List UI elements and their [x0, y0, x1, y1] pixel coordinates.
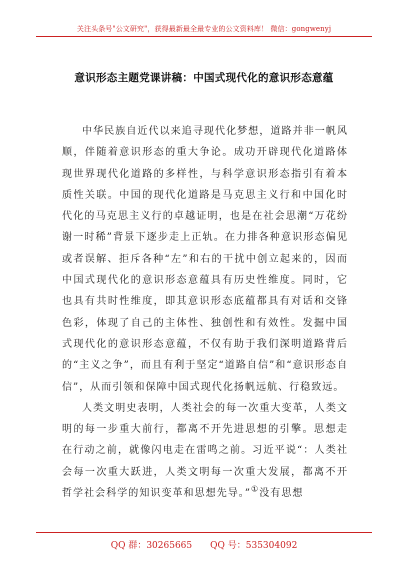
- page-footer: [0, 538, 408, 551]
- footnote-marker: ①: [251, 484, 260, 494]
- header-divider: [36, 36, 372, 37]
- body-paragraph-text: 人类文明史表明，人类社会的每一次重大变革，人类文明的每一步重大前行，都离不开先进思想的引擎。思想走在行动之前，就像闪电走在雷鸣之前。习近平说“：人类社会每一次重大跃进，人类文明每一次重大发展，都离不开哲学社会科学的知识变革和思想先导。”: [62, 402, 348, 500]
- body-paragraph: 中华民族自近代以来追寻现代化梦想，道路并非一帆风顺，伴随着意识形态的重大争论。成功开辟现代化道路体现世界现代化道路的多样性，与科学意识形态指引有着本质性关联。中国的现代化道路是马克思主义行和中国化时代化的马克思主义行的卓越证明，也是在社会思潮“万花纷谢一时稀”背景下逐步走上正轨。在力排各种意识形态偏见或者误解、拒斥各种“左”和右的干扰中创立起来的，因而中国式现代化的意识形态意蕴具有历史性维度。同时，它也具有共时性维度，即其意识形态底蕴都具有对话和交锋色彩，体现了自己的主体性、独创性和有效性。发掘中国式现代化的意识形态意蕴，不仅有助于我们深明道路背后的“主义之争”，而且有利于坚定“道路自信”和“意识形态自信”，从而引领和保障中国式现代化扬帆远航、行稳致远。: [62, 126, 348, 393]
- qq-number: QQ 号：535304092: [210, 541, 298, 551]
- qq-group-number: QQ 群：30265665: [110, 541, 193, 551]
- body-paragraph: [62, 398, 348, 504]
- document-body: [62, 121, 348, 504]
- header-notice: 关注头条号"公文研究"，获得最新最全最专业的公文资料库！ 微信：gongwenyj: [76, 25, 332, 33]
- footer-divider: [36, 532, 372, 533]
- body-paragraph-trailing: 没有思想: [259, 488, 304, 500]
- document-title: 意识形态主题党课讲稿：中国式现代化的意识形态意蕴: [74, 72, 334, 84]
